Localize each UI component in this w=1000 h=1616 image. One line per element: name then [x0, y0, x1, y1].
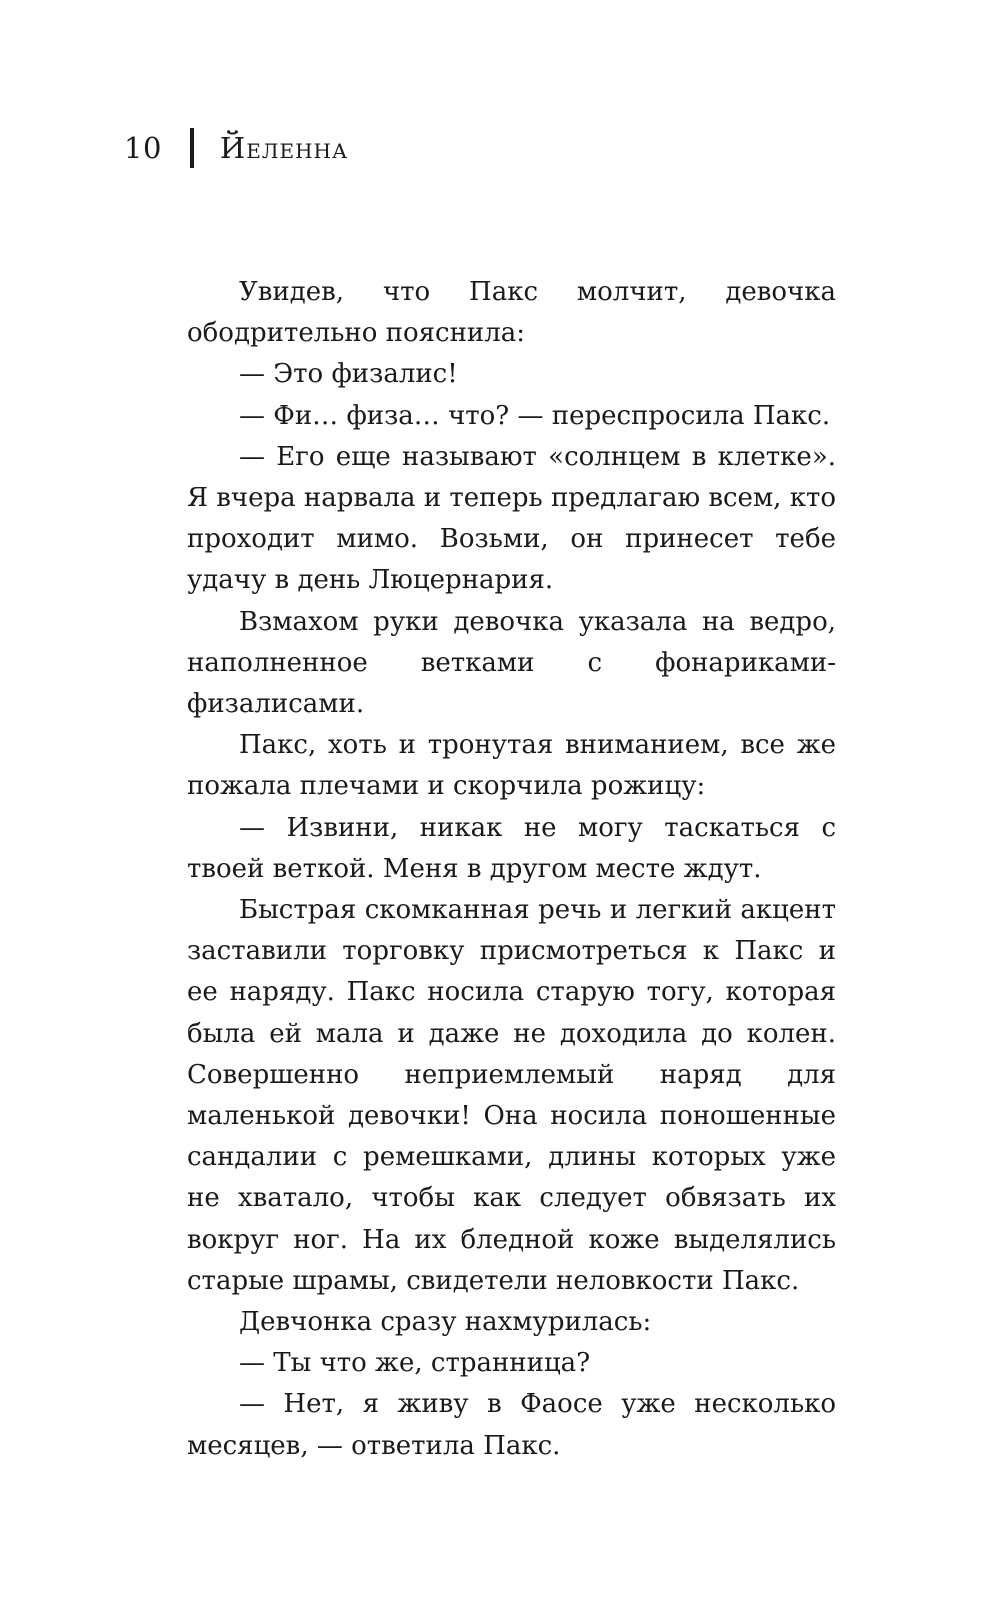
running-head	[124, 126, 348, 170]
paragraph: — Ты что же, странница?	[239, 1348, 591, 1379]
paragraph: Девчонка сразу нахмурилась:	[239, 1307, 652, 1338]
paragraph: Взмахом руки девочка указала на ведро, наполненное ветками с фонариками-физалисами.	[187, 606, 836, 720]
chapter-title: Йеленна	[219, 131, 349, 165]
paragraph: — Фи… физа… что? — переспросила Пакс.	[239, 400, 831, 431]
paragraph: Быстрая скомканная речь и легкий акцент заставили торговку присмотреться к Пакс и ее наряду. Пакс носила старую тогу, которая была ей мала и даже не доходила до колен. Совершенно неприемлемый наряд для маленькой девочки! Она носила поношенные сандалии с ремешками, длины которых уже не хватало, чтобы как следует обвязать их вокруг ног. На их бледной коже выделялись старые шрамы, свидетели неловкости Пакс.	[187, 895, 836, 1296]
paragraph: — Извини, никак не могу таскаться с твоей веткой. Меня в другом месте ждут.	[187, 812, 836, 884]
paragraph: — Это физалис!	[239, 359, 458, 390]
paragraph: — Его еще называют «солнцем в клетке». Я вчера нарвала и теперь предлагаю всем, кто проходит мимо. Возьми, он принесет тебе удачу в день Люцернария.	[187, 441, 836, 596]
page-number: 10	[124, 131, 162, 165]
body-text	[187, 272, 836, 1467]
header-divider	[190, 128, 194, 168]
paragraph: Увидев, что Пакс молчит, девочка ободрительно пояснила:	[187, 277, 836, 349]
paragraph: Пакс, хоть и тронутая вниманием, все же пожала плечами и скорчила рожицу:	[187, 730, 836, 802]
paragraph: — Нет, я живу в Фаосе уже несколько месяцев, — ответила Пакс.	[187, 1389, 836, 1461]
